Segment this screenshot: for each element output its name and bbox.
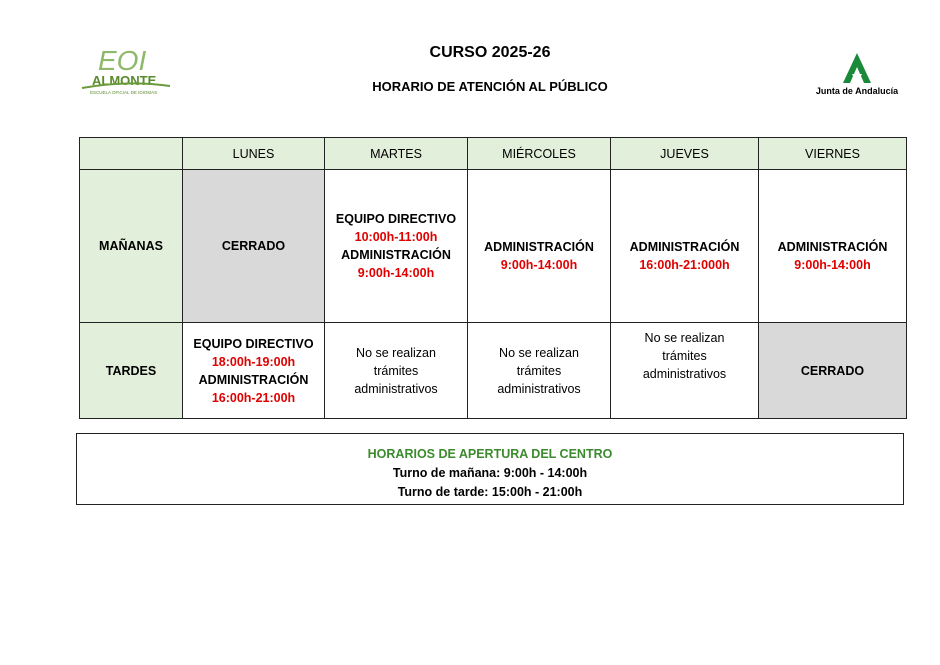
page-title: CURSO 2025-26 xyxy=(429,44,551,61)
cell-line: administrativos xyxy=(497,381,581,396)
cell-line: ADMINISTRACIÓN xyxy=(484,240,594,254)
cell-line: ADMINISTRACIÓN xyxy=(777,240,888,254)
time-range: 16:00h-21:000h xyxy=(639,258,730,272)
cell-miercoles-tardes xyxy=(468,323,611,419)
schedule-table xyxy=(79,137,907,419)
cell-line: trámites xyxy=(662,349,707,363)
cell-jueves-mananas xyxy=(611,170,759,323)
time-range: 9:00h-14:00h xyxy=(500,258,578,272)
cell-line: ADMINISTRACIÓN xyxy=(629,240,740,254)
opening-hours-afternoon: Turno de tarde: 15:00h - 21:00h xyxy=(397,485,583,499)
time-range: 9:00h-14:00h xyxy=(794,258,871,272)
page-subtitle: HORARIO DE ATENCIÓN AL PÚBLICO xyxy=(372,79,608,94)
header-day-miercoles: MIÉRCOLES xyxy=(468,138,611,170)
opening-hours-morning: Turno de mañana: 9:00h - 14:00h xyxy=(392,466,588,480)
cell-lunes-mananas: CERRADO xyxy=(183,170,325,323)
cell-line: trámites xyxy=(516,363,562,378)
cell-line: EQUIPO DIRECTIVO xyxy=(335,212,457,226)
logo-eoi-text: EOI xyxy=(98,45,147,76)
header-corner-cell xyxy=(80,138,183,170)
cell-viernes-mananas xyxy=(759,170,907,323)
cell-jueves-tardes xyxy=(611,323,759,419)
cell-line: No se realizan xyxy=(356,345,436,360)
cell-line: ADMINISTRACIÓN xyxy=(198,372,309,387)
cell-line: No se realizan xyxy=(499,345,579,360)
cell-line: administrativos xyxy=(354,381,438,396)
logo-almonte-text: ALMONTE xyxy=(92,73,157,88)
row-label-tardes: TARDES xyxy=(80,323,183,419)
header-day-martes: MARTES xyxy=(325,138,468,170)
junta-andalucia-logo xyxy=(812,52,902,102)
time-range: 10:00h-11:00h xyxy=(354,230,438,244)
header-day-lunes: LUNES xyxy=(183,138,325,170)
table-header-row xyxy=(80,138,907,170)
time-range: 9:00h-14:00h xyxy=(357,266,435,280)
time-range: 18:00h-19:00h xyxy=(211,354,296,369)
table-row-tardes xyxy=(80,323,907,419)
cell-line: administrativos xyxy=(642,367,727,381)
cell-martes-tardes xyxy=(325,323,468,419)
opening-hours-box xyxy=(76,433,904,505)
cell-line: EQUIPO DIRECTIVO xyxy=(193,336,314,351)
header-day-viernes: VIERNES xyxy=(759,138,907,170)
row-label-mananas: MAÑANAS xyxy=(80,170,183,323)
cell-lunes-tardes xyxy=(183,323,325,419)
cell-line: ADMINISTRACIÓN xyxy=(341,248,451,262)
header-day-jueves: JUEVES xyxy=(611,138,759,170)
junta-a-icon xyxy=(842,52,872,84)
cell-martes-mananas xyxy=(325,170,468,323)
cell-viernes-tardes: CERRADO xyxy=(759,323,907,419)
junta-text: Junta de Andalucía xyxy=(815,86,899,96)
logo-sub-text: ESCUELA OFICIAL DE IDIOMAS xyxy=(90,90,158,95)
cell-line: trámites xyxy=(373,363,419,378)
time-range: 16:00h-21:00h xyxy=(211,390,296,405)
opening-hours-title: HORARIOS DE APERTURA DEL CENTRO xyxy=(367,447,613,461)
table-row-mananas xyxy=(80,170,907,323)
cell-miercoles-mananas xyxy=(468,170,611,323)
cell-line: No se realizan xyxy=(644,331,725,345)
